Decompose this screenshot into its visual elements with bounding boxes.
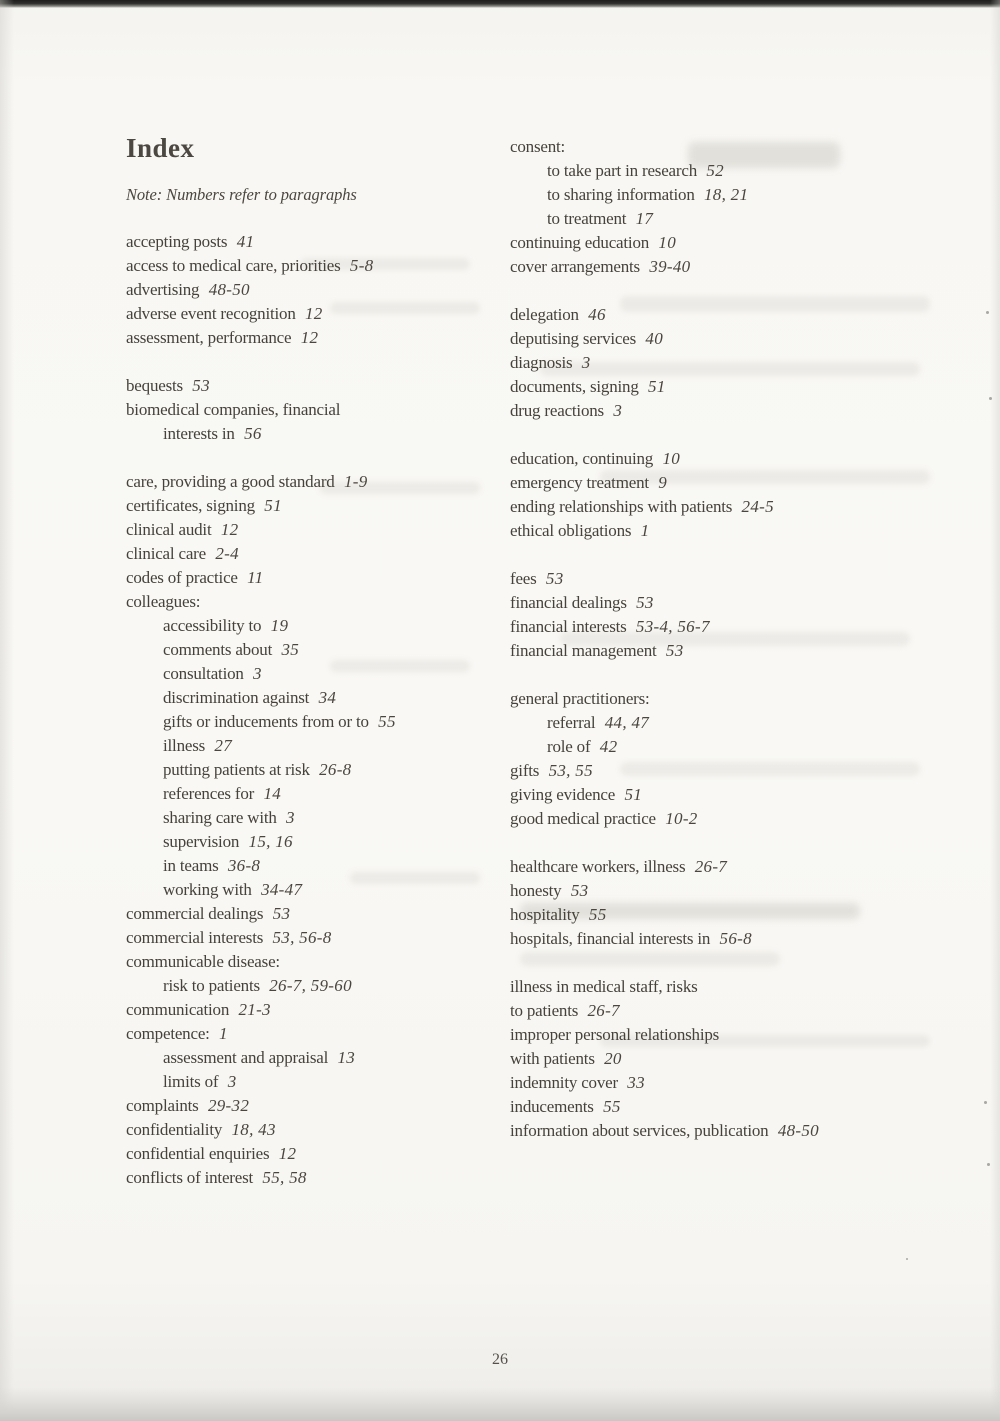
entry-text: in teams [163, 856, 219, 875]
entry-text: to take part in research [547, 161, 698, 180]
entry-paragraph-number: 10-2 [665, 809, 698, 828]
entry-text: commercial interests [126, 928, 264, 947]
index-entry [126, 542, 516, 566]
entry-text: financial dealings [510, 593, 627, 612]
index-entry [126, 398, 516, 422]
index-entry [126, 494, 516, 518]
index-entry [510, 567, 970, 591]
entry-text: fees [510, 569, 537, 588]
entry-text: illness [163, 736, 206, 755]
entry-text: sharing care with [163, 808, 277, 827]
entry-paragraph-number: 1 [219, 1024, 228, 1043]
entry-text: gifts or inducements from or to [163, 712, 369, 731]
index-entry [510, 807, 970, 831]
entry-paragraph-number: 27 [214, 736, 232, 755]
entry-text: conflicts of interest [126, 1168, 254, 1187]
index-entry [126, 254, 516, 278]
entry-text: continuing education [510, 233, 650, 252]
index-entry [510, 159, 970, 183]
index-entry [510, 591, 970, 615]
entry-text: documents, signing [510, 377, 639, 396]
index-entry [510, 303, 970, 327]
scan-speck [986, 311, 989, 314]
entry-paragraph-number: 3 [227, 1072, 237, 1091]
entry-text: improper personal relationships [510, 1025, 720, 1044]
entry-paragraph-number: 3 [581, 353, 591, 372]
index-entry [510, 327, 970, 351]
entry-paragraph-number: 11 [247, 568, 264, 587]
entry-text: interests in [163, 424, 235, 443]
entry-text: bequests [126, 376, 183, 395]
entry-paragraph-number: 29-32 [207, 1096, 250, 1115]
index-column-left [126, 230, 516, 1190]
index-entry [126, 1166, 516, 1190]
entry-paragraph-number: 40 [645, 329, 663, 348]
scan-speck [989, 397, 992, 400]
index-entry [126, 1118, 516, 1142]
index-entry [126, 1022, 516, 1046]
index-entry [126, 926, 516, 950]
entry-text: giving evidence [510, 785, 616, 804]
entry-paragraph-number: 55 [603, 1097, 621, 1116]
entry-paragraph-number: 19 [270, 616, 289, 635]
entry-text: financial interests [510, 617, 627, 636]
entry-text: confidentiality [126, 1120, 223, 1139]
entry-text: consultation [163, 664, 244, 683]
index-entry [510, 519, 970, 543]
entry-text: putting patients at risk [163, 760, 310, 779]
entry-paragraph-number: 53, 55 [548, 761, 593, 780]
entry-paragraph-number: 12 [220, 520, 239, 539]
entry-text: certificates, signing [126, 496, 255, 515]
entry-text: ethical obligations [510, 521, 632, 540]
entry-text: accepting posts [126, 232, 228, 251]
entry-text: cover arrangements [510, 257, 640, 276]
entry-paragraph-number: 15, 16 [248, 832, 293, 851]
entry-text: communication [126, 1000, 230, 1019]
index-entry [510, 711, 970, 735]
entry-text: to treatment [547, 209, 627, 228]
scan-right-edge [990, 0, 1000, 1421]
index-entry [126, 302, 516, 326]
index-entry [126, 1094, 516, 1118]
entry-paragraph-number: 12 [300, 328, 319, 347]
entry-text: accessibility to [163, 616, 262, 635]
entry-paragraph-number: 26-7 [587, 1001, 620, 1020]
entry-paragraph-number: 56-8 [719, 929, 752, 948]
entry-text: healthcare workers, illness [510, 857, 686, 876]
entry-text: supervision [163, 832, 240, 851]
entry-text: gifts [510, 761, 540, 780]
index-entry [510, 903, 970, 927]
index-note: Note: Numbers refer to paragraphs [126, 185, 357, 204]
entry-text: communicable disease: [126, 952, 280, 971]
entry-paragraph-number: 34-47 [261, 880, 303, 899]
entry-paragraph-number: 1 [640, 521, 650, 540]
index-entry [510, 1023, 970, 1047]
entry-text: advertising [126, 280, 200, 299]
entry-paragraph-number: 17 [635, 209, 654, 228]
index-entry [510, 687, 970, 711]
entry-paragraph-number: 18, 43 [231, 1120, 276, 1139]
index-entry [510, 255, 970, 279]
index-entry [126, 686, 516, 710]
page-title: Index [126, 133, 195, 163]
index-entry [510, 231, 970, 255]
entry-text: illness in medical staff, risks [510, 977, 698, 996]
index-entry [510, 975, 970, 999]
entry-text: with patients [510, 1049, 595, 1068]
entry-paragraph-number: 44, 47 [604, 713, 650, 732]
entry-text: consent: [510, 137, 566, 156]
index-entry [510, 639, 970, 663]
index-entry [510, 1047, 970, 1071]
entry-text: working with [163, 880, 252, 899]
index-entry [126, 1142, 516, 1166]
entry-paragraph-number: 53 [570, 881, 589, 900]
entry-paragraph-number: 48-50 [777, 1121, 819, 1140]
entry-paragraph-number: 13 [337, 1048, 356, 1067]
index-entry [510, 927, 970, 951]
index-entry [126, 422, 516, 446]
entry-text: access to medical care, priorities [126, 256, 341, 275]
index-entry [126, 758, 516, 782]
entry-paragraph-number: 3 [286, 808, 295, 827]
entry-text: assessment and appraisal [163, 1048, 329, 1067]
entry-text: comments about [163, 640, 273, 659]
index-entry [126, 326, 516, 350]
entry-text: indemnity cover [510, 1073, 618, 1092]
entry-paragraph-number: 26-7 [694, 857, 728, 876]
entry-paragraph-number: 51 [647, 377, 666, 396]
entry-paragraph-number: 51 [264, 496, 282, 515]
scan-speck [987, 1163, 990, 1166]
index-entry [126, 806, 516, 830]
index-entry [510, 783, 970, 807]
entry-paragraph-number: 24-5 [741, 497, 774, 516]
entry-paragraph-number: 53-4, 56-7 [635, 617, 710, 636]
entry-text: discrimination against [163, 688, 310, 707]
index-entry [510, 471, 970, 495]
scan-top-edge [0, 0, 1000, 8]
entry-text: hospitals, financial interests in [510, 929, 711, 948]
entry-paragraph-number: 12 [278, 1144, 297, 1163]
entry-paragraph-number: 5-8 [349, 256, 374, 275]
index-entry [510, 351, 970, 375]
entry-paragraph-number: 42 [599, 737, 618, 756]
entry-text: diagnosis [510, 353, 573, 372]
entry-paragraph-number: 20 [604, 1049, 622, 1068]
entry-paragraph-number: 53 [545, 569, 564, 588]
index-entry [510, 135, 970, 159]
entry-paragraph-number: 55 [378, 712, 396, 731]
entry-text: good medical practice [510, 809, 656, 828]
index-entry [510, 207, 970, 231]
entry-paragraph-number: 39-40 [649, 257, 691, 276]
index-entry [126, 566, 516, 590]
index-entry [126, 1046, 516, 1070]
entry-text: hospitality [510, 905, 580, 924]
entry-paragraph-number: 33 [627, 1073, 645, 1092]
entry-paragraph-number: 26-8 [319, 760, 352, 779]
entry-text: references for [163, 784, 255, 803]
index-entry [126, 590, 516, 614]
index-entry [510, 183, 970, 207]
entry-text: financial management [510, 641, 657, 660]
entry-paragraph-number: 52 [706, 161, 724, 180]
index-entry [126, 614, 516, 638]
index-entry [126, 854, 516, 878]
entry-paragraph-number: 55 [588, 905, 607, 924]
index-entry [510, 447, 970, 471]
entry-paragraph-number: 36-8 [227, 856, 261, 875]
index-entry [126, 374, 516, 398]
entry-text: competence: [126, 1024, 210, 1043]
entry-text: care, providing a good standard [126, 472, 335, 491]
index-entry [126, 734, 516, 758]
entry-paragraph-number: 10 [658, 233, 677, 252]
entry-text: confidential enquiries [126, 1144, 270, 1163]
index-entry [126, 662, 516, 686]
entry-text: to sharing information [547, 185, 695, 204]
entry-text: biomedical companies, financial [126, 400, 341, 419]
scan-speck [984, 1101, 987, 1104]
index-column-right [510, 135, 970, 1143]
index-entry [510, 615, 970, 639]
index-entry [510, 495, 970, 519]
entry-paragraph-number: 53, 56-8 [272, 928, 332, 947]
entry-text: deputising services [510, 329, 637, 348]
index-entry [126, 902, 516, 926]
page-number: 26 [492, 1351, 508, 1368]
index-entry [126, 998, 516, 1022]
scan-bottom-edge [0, 1387, 1000, 1421]
entry-paragraph-number: 46 [588, 305, 606, 324]
entry-paragraph-number: 48-50 [208, 280, 250, 299]
entry-paragraph-number: 14 [263, 784, 282, 803]
index-entry [126, 950, 516, 974]
index-entry [510, 879, 970, 903]
entry-paragraph-number: 26-7, 59-60 [269, 976, 352, 995]
entry-paragraph-number: 3 [253, 664, 262, 683]
entry-text: assessment, performance [126, 328, 292, 347]
index-entry [126, 974, 516, 998]
entry-paragraph-number: 51 [624, 785, 643, 804]
entry-text: information about services, publication [510, 1121, 769, 1140]
entry-text: general practitioners: [510, 689, 650, 708]
entry-text: codes of practice [126, 568, 238, 587]
index-entry [126, 830, 516, 854]
entry-text: limits of [163, 1072, 219, 1091]
entry-text: education, continuing [510, 449, 654, 468]
entry-paragraph-number: 2-4 [215, 544, 239, 563]
index-entry [126, 710, 516, 734]
entry-text: ending relationships with patients [510, 497, 733, 516]
index-entry [510, 759, 970, 783]
entry-paragraph-number: 9 [658, 473, 668, 492]
scan-left-edge [0, 0, 14, 1421]
entry-paragraph-number: 53 [636, 593, 654, 612]
entry-text: clinical audit [126, 520, 212, 539]
index-entry [126, 278, 516, 302]
entry-text: colleagues: [126, 592, 201, 611]
entry-paragraph-number: 10 [662, 449, 681, 468]
entry-text: emergency treatment [510, 473, 649, 492]
index-entry [510, 1071, 970, 1095]
entry-text: clinical care [126, 544, 206, 563]
index-entry [510, 399, 970, 423]
entry-paragraph-number: 56 [244, 424, 262, 443]
index-entry [126, 638, 516, 662]
entry-paragraph-number: 55, 58 [262, 1168, 307, 1187]
entry-paragraph-number: 21-3 [238, 1000, 271, 1019]
entry-text: inducements [510, 1097, 594, 1116]
entry-paragraph-number: 12 [305, 304, 323, 323]
entry-text: risk to patients [163, 976, 260, 995]
index-entry [126, 782, 516, 806]
index-entry [510, 375, 970, 399]
index-entry [510, 855, 970, 879]
entry-paragraph-number: 53 [192, 376, 210, 395]
entry-text: adverse event recognition [126, 304, 296, 323]
entry-text: commercial dealings [126, 904, 264, 923]
entry-text: delegation [510, 305, 579, 324]
entry-text: complaints [126, 1096, 199, 1115]
entry-text: honesty [510, 881, 562, 900]
entry-paragraph-number: 53 [665, 641, 684, 660]
entry-text: referral [547, 713, 596, 732]
entry-paragraph-number: 53 [272, 904, 291, 923]
index-entry [126, 230, 516, 254]
index-entry [510, 1095, 970, 1119]
entry-paragraph-number: 18, 21 [703, 185, 749, 204]
entry-text: to patients [510, 1001, 579, 1020]
entry-text: drug reactions [510, 401, 604, 420]
entry-text: role of [547, 737, 591, 756]
scan-speck [906, 1258, 908, 1260]
index-entry [510, 999, 970, 1023]
index-entry [510, 1119, 970, 1143]
entry-paragraph-number: 34 [318, 688, 337, 707]
entry-paragraph-number: 41 [236, 232, 255, 251]
entry-paragraph-number: 35 [281, 640, 300, 659]
index-entry [126, 518, 516, 542]
entry-paragraph-number: 1-9 [343, 472, 368, 491]
index-entry [126, 1070, 516, 1094]
index-entry [126, 878, 516, 902]
index-entry [510, 735, 970, 759]
entry-paragraph-number: 3 [613, 401, 623, 420]
index-entry [126, 470, 516, 494]
